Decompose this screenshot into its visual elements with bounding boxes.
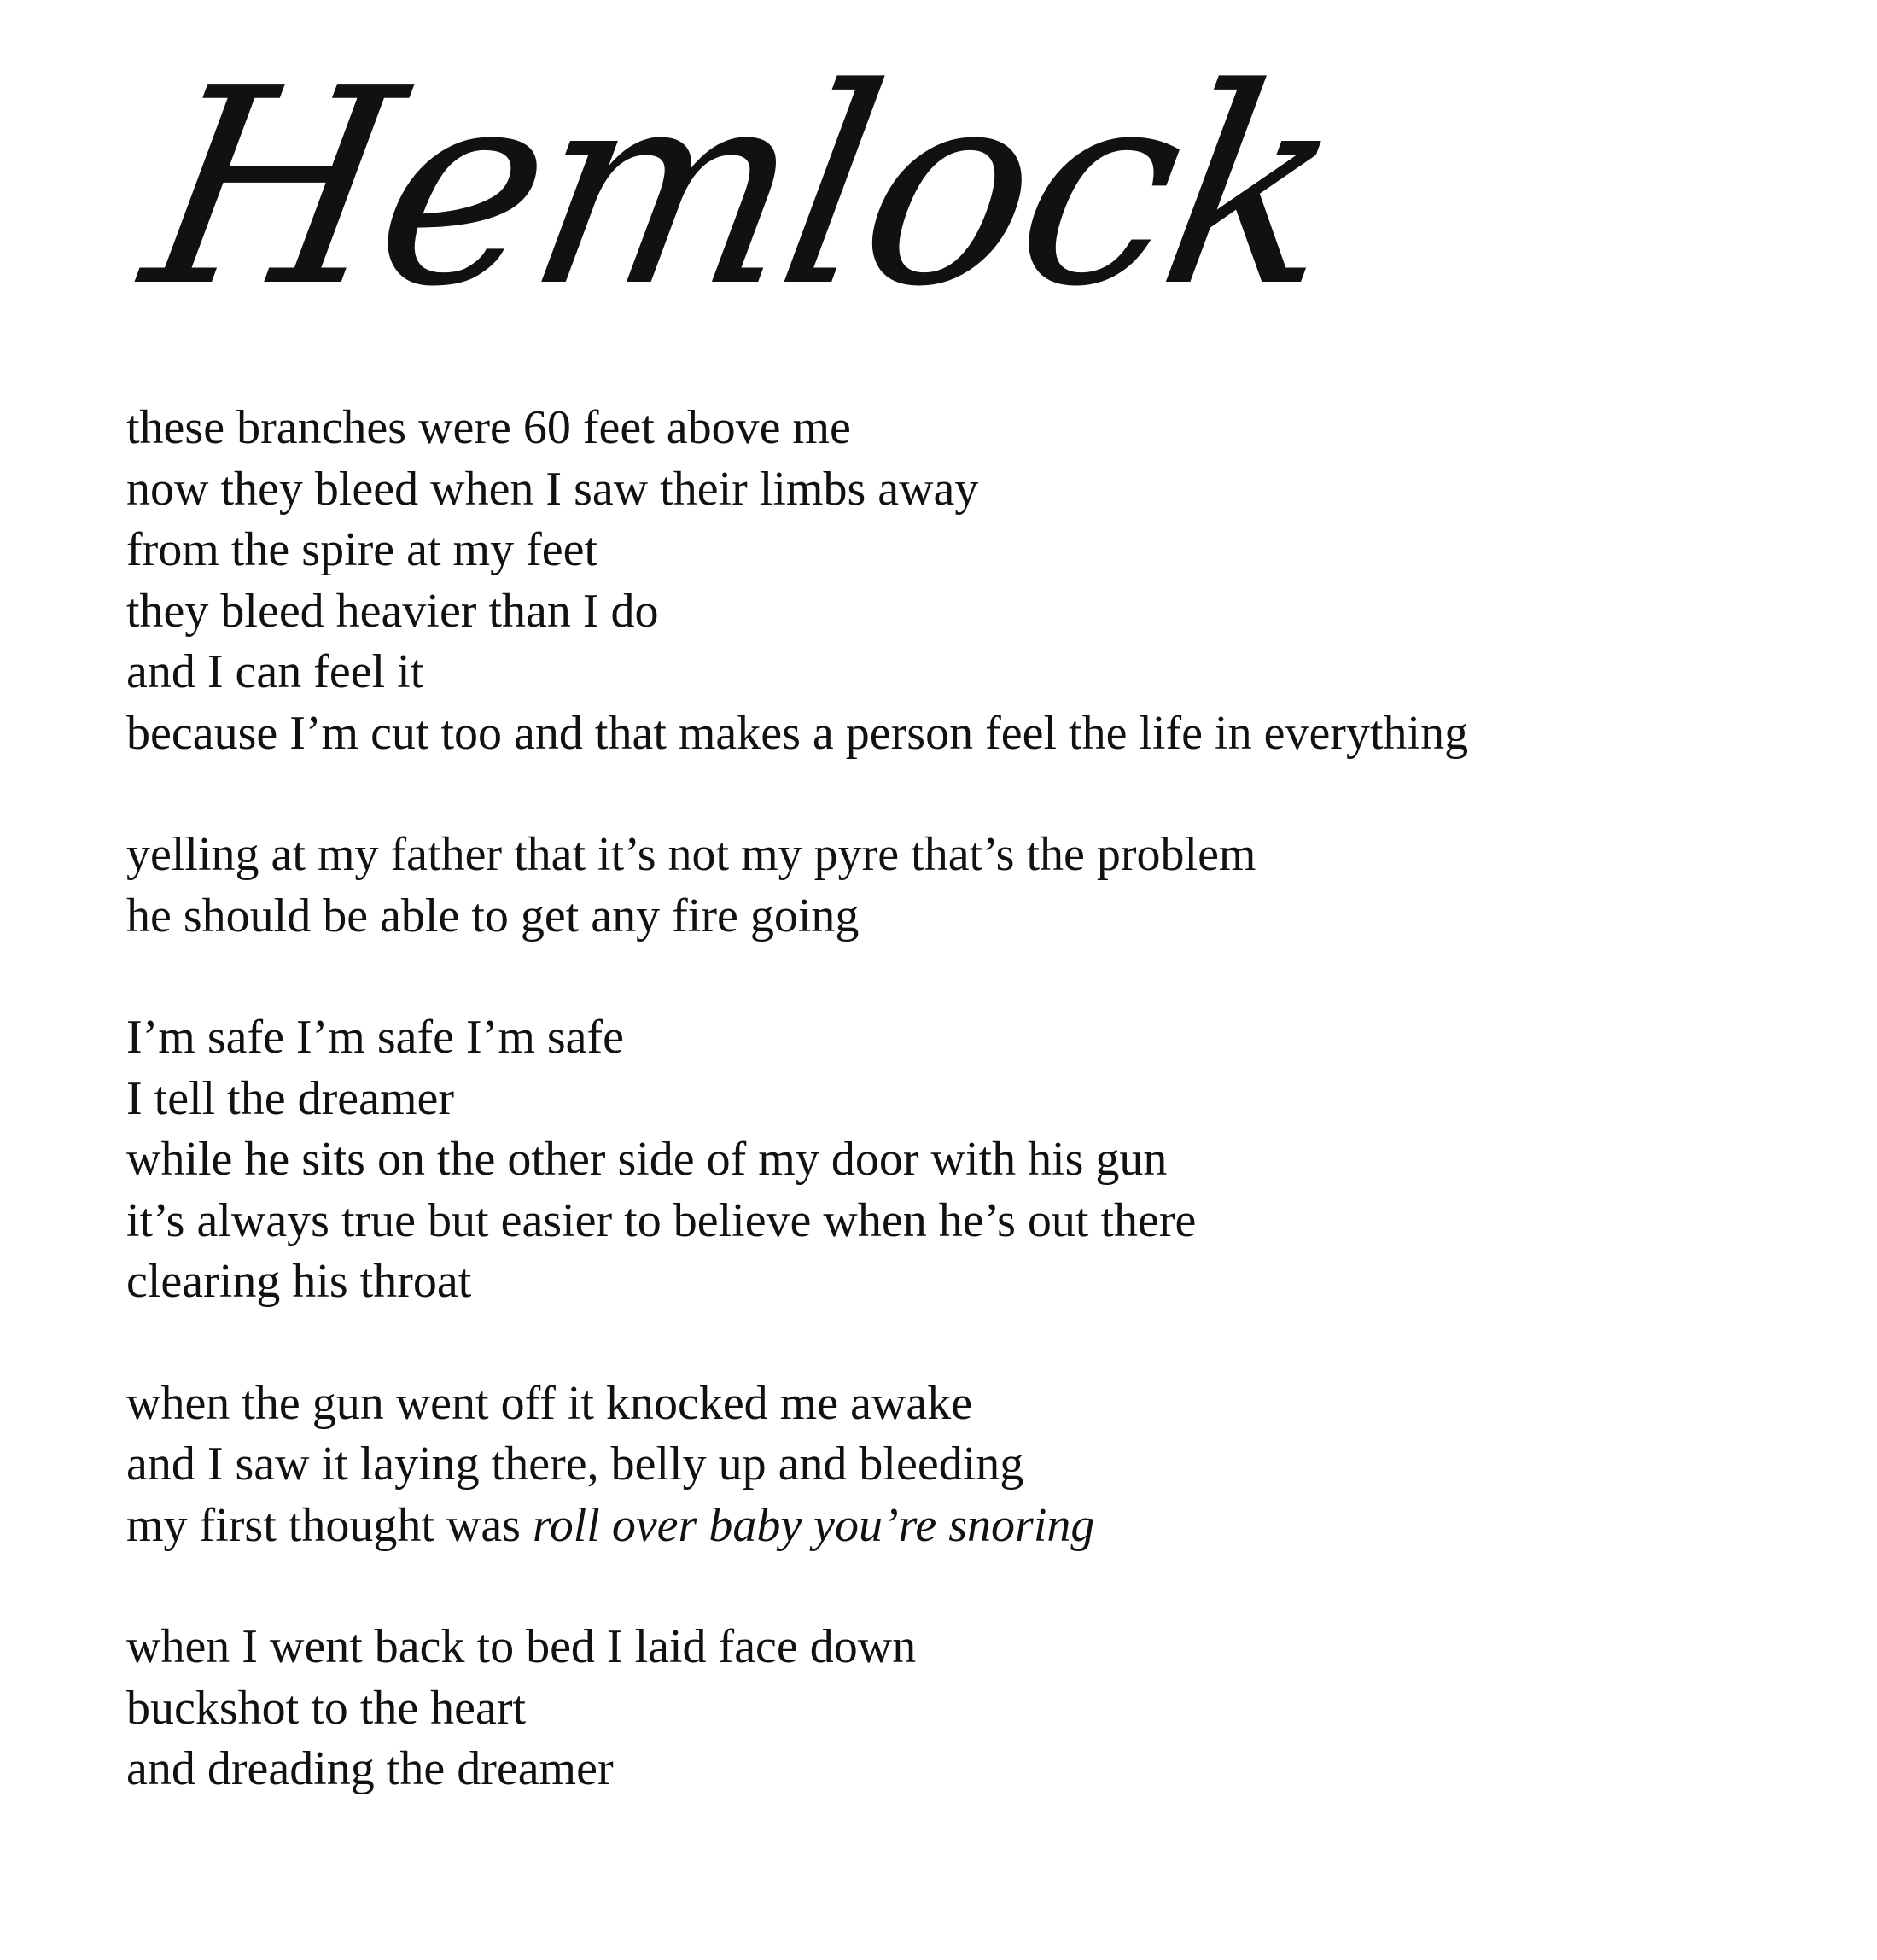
- stanza-1: [126, 398, 1833, 764]
- poem-line: and I can feel it: [126, 645, 424, 698]
- poem-line-plain-part: my first thought was: [126, 1498, 533, 1552]
- poem-line: clearing his throat: [126, 1255, 472, 1308]
- poem-line: I’m safe I’m safe I’m safe: [126, 1011, 625, 1064]
- stanza-4: [126, 1374, 1833, 1557]
- poem-line: it’s always true but easier to believe when he’s out there: [126, 1193, 1197, 1247]
- stanza-3: [126, 1007, 1833, 1313]
- poem-line: yelling at my father that it’s not my pyre that’s the problem: [126, 828, 1256, 881]
- stanza-2: [126, 825, 1833, 947]
- poem-line: because I’m cut too and that makes a person feel the life in everything: [126, 706, 1469, 760]
- poem-line: and I saw it laying there, belly up and bleeding: [126, 1438, 1024, 1490]
- poem-line: buckshot to the heart: [126, 1681, 527, 1735]
- poem-line-italic-part: roll over baby you’re snoring: [532, 1498, 1095, 1552]
- poem-line: now they bleed when I saw their limbs away: [126, 462, 979, 516]
- poem-line: these branches were 60 feet above me: [126, 401, 851, 454]
- poem-line: while he sits on the other side of my door with his gun: [126, 1133, 1168, 1186]
- poem-line-with-italic: [126, 1496, 1833, 1557]
- poem-line: and dreading the dreamer: [126, 1742, 614, 1795]
- poem-line: when the gun went off it knocked me awake: [126, 1376, 973, 1430]
- poem-line: they bleed heavier than I do: [126, 584, 659, 638]
- poem-line: when I went back to bed I laid face down: [126, 1620, 917, 1673]
- poem-title: Hemlock: [127, 30, 1357, 346]
- poem-line: from the spire at my feet: [126, 523, 598, 576]
- poem-line: I tell the dreamer: [126, 1071, 455, 1125]
- poem-body: [126, 398, 1833, 1800]
- poem-line: he should be able to get any fire going: [126, 889, 860, 942]
- stanza-5: [126, 1617, 1833, 1800]
